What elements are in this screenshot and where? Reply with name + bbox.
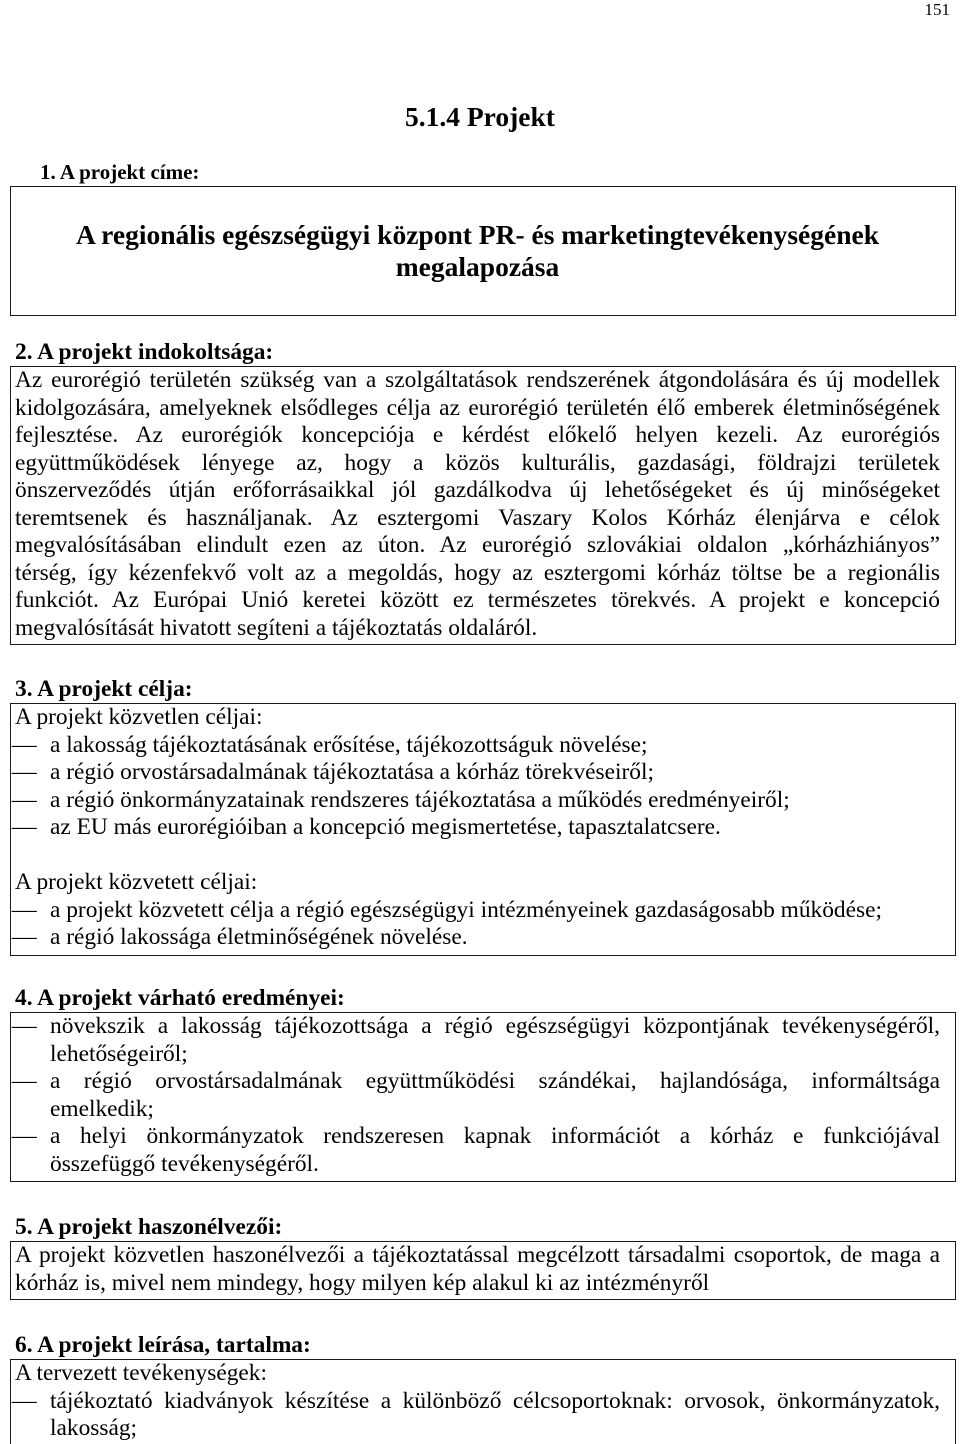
page-number: 151 bbox=[924, 0, 950, 19]
paragraph-line: térség, így kézenfekvő volt az a megoldás, hogy az esztergomi kórház töltse be a regionális bbox=[15, 559, 940, 586]
description-box bbox=[10, 1359, 956, 1444]
project-title-line: A regionális egészségügyi központ PR- és marketingtevékenységének bbox=[75, 219, 880, 250]
section-3-heading: 3. A projekt célja: bbox=[15, 676, 193, 702]
section-title: 5.1.4 Projekt bbox=[405, 101, 555, 132]
dash-bullet-icon: – bbox=[12, 1068, 37, 1094]
list-item-text: a projekt közvetett célja a régió egészségügyi intézményeinek gazdaságosabb működése; bbox=[50, 896, 882, 923]
goals-box bbox=[10, 703, 956, 956]
paragraph-line: önszerveződés útján erőforrásaikkal jól gazdálkodva új lehetőségeket és új minőségeket bbox=[15, 477, 940, 503]
indirect-goals-label: A projekt közvetett céljai: bbox=[15, 869, 258, 895]
paragraph-line: fejlesztése. Az eurorégiók koncepciója e kérdést előkelő helyen kezeli. Az eurorégiós bbox=[15, 422, 940, 448]
project-title-line: megalapozása bbox=[395, 251, 560, 282]
list-item bbox=[12, 814, 940, 842]
list-item-text: lakosság; bbox=[50, 1415, 138, 1441]
paragraph-line: funkciót. Az Európai Unió keretei között ez természetes törekvés. A projekt e koncepció bbox=[15, 587, 940, 613]
dash-bullet-icon: – bbox=[12, 786, 37, 813]
dash-bullet-icon: – bbox=[12, 924, 37, 950]
dash-bullet-icon: – bbox=[12, 896, 37, 923]
list-item-text: a lakosság tájékoztatásának erősítése, tájékozottságuk növelése; bbox=[50, 731, 648, 758]
list-item-text: az EU más eurorégióiban a koncepció megismertetése, tapasztalatcsere. bbox=[50, 814, 721, 840]
list-item-text: a régió orvostársadalmának tájékoztatása a kórház törekvéseiről; bbox=[50, 759, 654, 785]
paragraph-line: kidolgozására, amelyeknek elsődleges célja az eurorégió területén élő emberek életminőségének bbox=[15, 394, 940, 421]
section-5-heading: 5. A projekt haszonélvezői: bbox=[15, 1214, 283, 1240]
section-2-heading: 2. A projekt indokoltsága: bbox=[15, 339, 274, 365]
list-item-text: tájékoztató kiadványok készítése a különböző célcsoportoknak: orvosok, önkormányzatok, bbox=[50, 1387, 940, 1414]
list-item bbox=[12, 731, 940, 760]
paragraph-line: megvalósítását hivatott segíteni a tájékoztatás oldaláról. bbox=[15, 614, 538, 641]
section-6-heading: 6. A projekt leírása, tartalma: bbox=[15, 1332, 311, 1358]
list-item bbox=[12, 1387, 940, 1443]
list-item bbox=[12, 1123, 940, 1178]
list-item-text: összefüggő tevékenységéről. bbox=[50, 1150, 319, 1177]
paragraph-line: kórház is, mivel nem mindegy, hogy milyen kép alakul ki az intézményről bbox=[15, 1269, 710, 1296]
list-item-text: a régió orvostársadalmának együttműködési szándékai, hajlandósága, informáltsága bbox=[50, 1068, 940, 1094]
beneficiaries-box bbox=[10, 1241, 956, 1300]
paragraph-line: Az eurorégió területén szükség van a szolgáltatások rendszerének átgondolására és új modellek bbox=[15, 367, 940, 393]
paragraph-line: teremtsenek és használjanak. Az esztergomi Vaszary Kolos Kórház élenjárva e célok bbox=[15, 504, 940, 531]
planned-activities-label: A tervezett tevékenységek: bbox=[15, 1360, 267, 1386]
list-item-text: emelkedik; bbox=[50, 1095, 154, 1122]
dash-bullet-icon: – bbox=[12, 731, 37, 758]
list-item-text: a régió önkormányzatainak rendszeres tájékoztatása a működés eredményeiről; bbox=[50, 786, 790, 813]
section-4-heading: 4. A projekt várható eredményei: bbox=[15, 985, 345, 1011]
paragraph-line: A projekt közvetlen haszonélvezői a tájékoztatással megcélzott társadalmi csoportok, de maga a bbox=[15, 1242, 940, 1268]
justification-box bbox=[10, 366, 956, 645]
list-item bbox=[12, 1068, 940, 1123]
list-item bbox=[12, 786, 940, 815]
list-item bbox=[12, 924, 940, 952]
list-item bbox=[12, 896, 940, 925]
dash-bullet-icon: – bbox=[12, 1123, 37, 1149]
dash-bullet-icon: – bbox=[12, 759, 37, 785]
direct-goals-label: A projekt közvetlen céljai: bbox=[15, 704, 263, 730]
list-item-text: növekszik a lakosság tájékozottsága a régió egészségügyi központjának tevékenységéről, bbox=[50, 1013, 940, 1039]
list-item bbox=[12, 759, 940, 787]
expected-results-box bbox=[10, 1012, 956, 1182]
list-item-text: a helyi önkormányzatok rendszeresen kapnak információt a kórház e funkciójával bbox=[50, 1123, 940, 1149]
project-title-box bbox=[10, 186, 956, 316]
dash-bullet-icon: – bbox=[12, 1013, 37, 1039]
paragraph-line: együttműködések lényege az, hogy a közös kulturális, gazdasági, földrajzi területek bbox=[15, 449, 940, 476]
list-item bbox=[12, 1013, 940, 1068]
dash-bullet-icon: – bbox=[12, 1387, 37, 1414]
spacer bbox=[15, 842, 940, 870]
list-item-text: lehetőségeiről; bbox=[50, 1040, 188, 1067]
dash-bullet-icon: – bbox=[12, 814, 37, 840]
paragraph-line: megvalósításában elindult ezen az úton. Az eurorégió szlovákiai oldalon „kórházhiányos” bbox=[15, 532, 940, 558]
list-item-text: a régió lakossága életminőségének növelése. bbox=[50, 924, 468, 950]
section-1-heading: 1. A projekt címe: bbox=[40, 160, 200, 184]
